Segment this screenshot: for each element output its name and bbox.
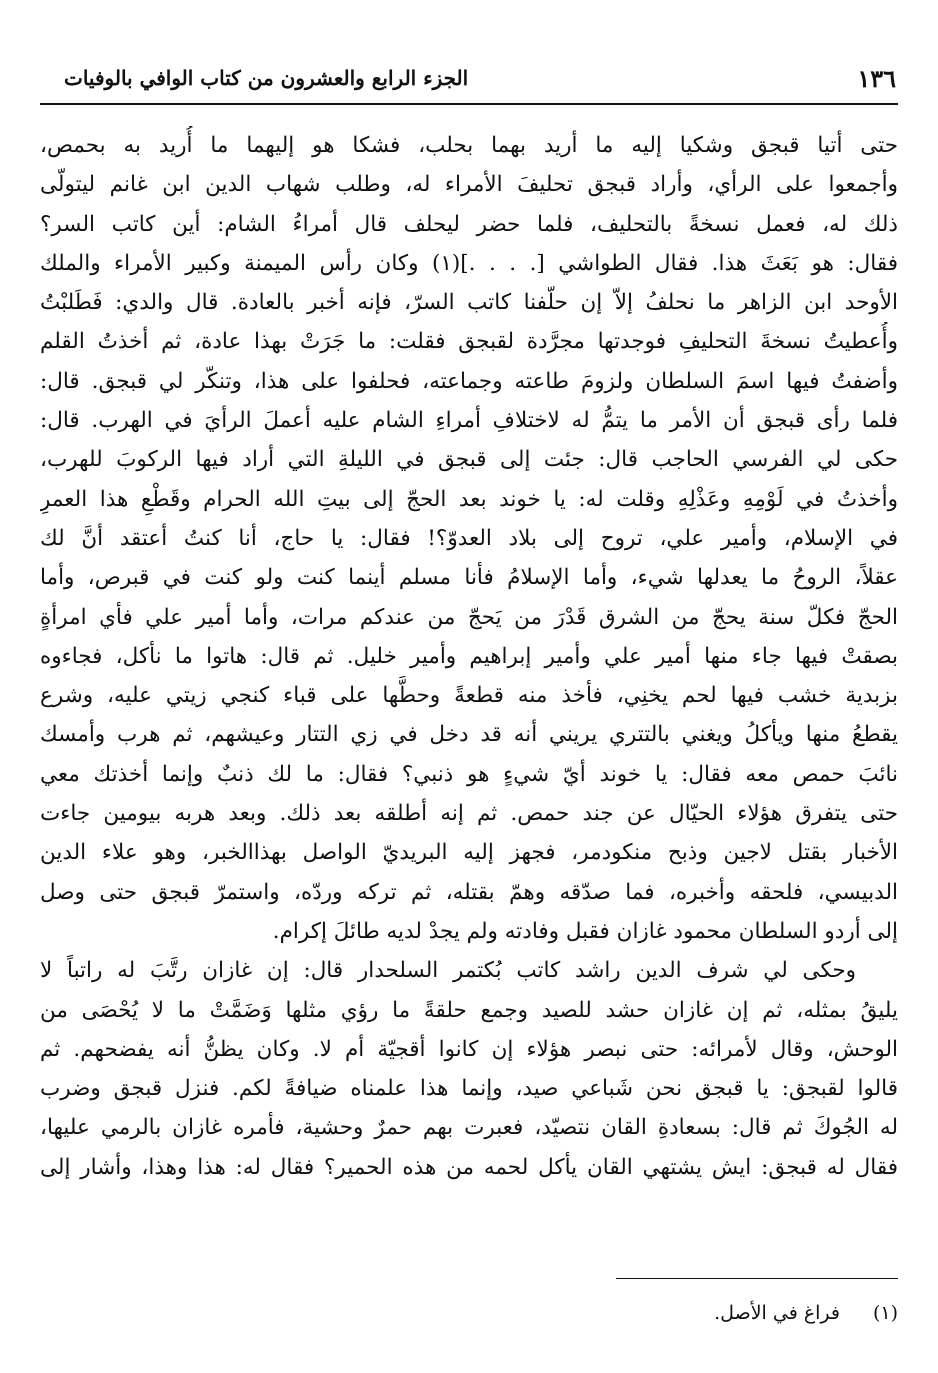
text-line: حتى يتفرق هؤلاء الحيّال عن جند حمص. ثم إنه أطلقه بعد ذلك. وبعد هربه بيومين جاءت [40, 801, 898, 827]
page-number: ١٣٦ [857, 63, 896, 93]
footnote-text: فراغ في الأصل. [714, 1302, 840, 1324]
text-line: حتى أتيا قبجق وشكيا إليه ما أريد بهما بحلب، فشكا هو إليهما ما أُريد به بحمص، [40, 133, 898, 158]
text-line: يليقُ بمثله، ثم إن غازان حشد للصيد وجمع حلقةً ما رؤي مثلها وَضَمَّتْ ما لا يُحْصَى من [40, 997, 898, 1023]
footnote [40, 1297, 898, 1329]
text-line: بصقتْ فيها جاء منها أمير علي وأمير إبراهيم وأمير خليل. ثم قال: هاتوا ما نأكل، فجاءوه [40, 643, 898, 669]
text-line: الأوحد ابن الزاهر ما نحلفُ إلاّ إن حلّفنا كاتب السرّ، فإنه أخبر بالعادة. قال والدي: فَطَلبْتُ [40, 290, 898, 316]
text-line: يقطعُ منها ويأكلُ ويغني بالتتري يريني أنه قد دخل في زي التتار وعيشهم، ثم هرب وأمسك [40, 722, 898, 748]
text-line: عقلاً، الروحُ ما يعدلها شيء، وأما الإسلامُ فأنا مسلم أينما كنت ولو كنت في قبرص، وأما [40, 565, 898, 591]
text-line: فقال له قبجق: ايش يشتهي القان يأكل لحمه من هذه الحمير؟ فقال له: هذا وهذا، وأشار إلى [40, 1154, 898, 1180]
text-line: وأضفتُ فيها اسمَ السلطان ولزومَ طاعته وجماعته، فحلفوا على هذا، وتنكّر لي قبجق. قال: [40, 368, 898, 394]
text-line: وأُعطيتُ نسخةَ التحليفِ فوجدتها مجرَّدة لقبجق فقلت: ما جَرَتْ بهذا عادة، ثم أخذتُ القلم [40, 329, 898, 355]
text-line: بزبدية خشب فيها لحم يخنِي، فأخذ منه قطعةً وحطَّها على قباء كنجي زيتي عليه، وشرع [40, 683, 898, 709]
paragraph-first-line: وحكى لي شرف الدين راشد كاتب بُكتمر السلحدار قال: إن غازان رتَّبَ له راتباً لا [40, 958, 856, 984]
text-line: الأخبار بقتل لاجين وذبح منكودمر، فجهز إليه البريديّ الواصل بهذاالخبر، وهو علاء الدين [40, 840, 898, 866]
body-text [40, 126, 898, 1187]
text-line: قالوا لقبجق: يا قبجق نحن شَباعي صيد، وإنما هذا علمناه ضيافةً لكم. فنزل قبجق وضرب [40, 1076, 898, 1102]
text-line: الحجّ فكلّ سنة يحجّ من الشرق قَدْرَ من يَحجّ من عندكم مرات، وأما أمير علي فأي امرأةٍ [40, 604, 898, 630]
header-rule [40, 103, 898, 105]
text-line: وأخذتُ في لَوْمِهِ وعَذْلِهِ وقلت له: يا خوند بعد الحجّ إلى بيتِ الله الحرام وقَطْعِ هذا العمرِ [40, 486, 898, 512]
running-header [40, 58, 898, 98]
text-line: في الإسلام، وأمير علي، تروح إلى بلاد العدوّ؟! فقال: يا حاج، أنا كنتُ أعتقد أنَّ لك [40, 525, 898, 551]
text-line: فقال: هو بَعَثَ هذا. فقال الطواشي [. . . .](١) وكان رأس الميمنة وكبير الأمراء والملك [40, 250, 898, 276]
text-line: ذلك له، فعمل نسخةً بالتحليف، فلما حضر ليحلف قال أمراءُ الشام: أين كاتب السر؟ [40, 211, 898, 237]
text-line: وأجمعوا على الرأي، وأراد قبجق تحليفَ الأمراء له، وطلب شهاب الدين ابن غانم ليتولّى [40, 172, 898, 198]
paragraph-last-line: إلى أردو السلطان محمود غازان فقبل وفادته ولم يجدْ لديه طائلَ إكرام. [272, 918, 898, 944]
text-line: حكى لي الفرسي الحاجب قال: جئت إلى قبجق في الليلةِ التي أراد فيها الركوبَ للهرب، [40, 447, 898, 473]
book-title: الجزء الرابع والعشرون من كتاب الوافي بالوفيات [64, 66, 469, 90]
book-page [40, 0, 898, 1373]
text-line: نائبَ حمص معه فقال: يا خوند أيّ شيءٍ هو ذنبي؟ فقال: ما لك ذنبٌ وإنما أخذتك معي [40, 761, 898, 787]
text-line: الدبيسي، فلحقه وأخبره، فما صدّقه وهمّ بقتله، ثم تركه وردّه، واستمرّ قبجق حتى وصل [40, 879, 898, 905]
text-line: فلما رأى قبجق أن الأمر ما يتمُّ له لاختلافِ أمراءِ الشام عليه أعملَ الرأيَ في الهرب. قال: [40, 408, 898, 434]
footnote-mark: (١) [872, 1302, 898, 1324]
text-line: له الجُوكَ ثم قال: بسعادةِ القان نتصيّد، فعبرت بهم حمرٌ وحشية، فأمره غازان بالرمي عليها، [40, 1115, 898, 1141]
footnote-rule [616, 1278, 898, 1279]
text-line: الوحش، وقال لأمرائه: حتى نبصر هؤلاء إن كانوا أقجيّة أم لا. وكان يظنُّ أنه يفضحهم. ثم [40, 1036, 898, 1062]
